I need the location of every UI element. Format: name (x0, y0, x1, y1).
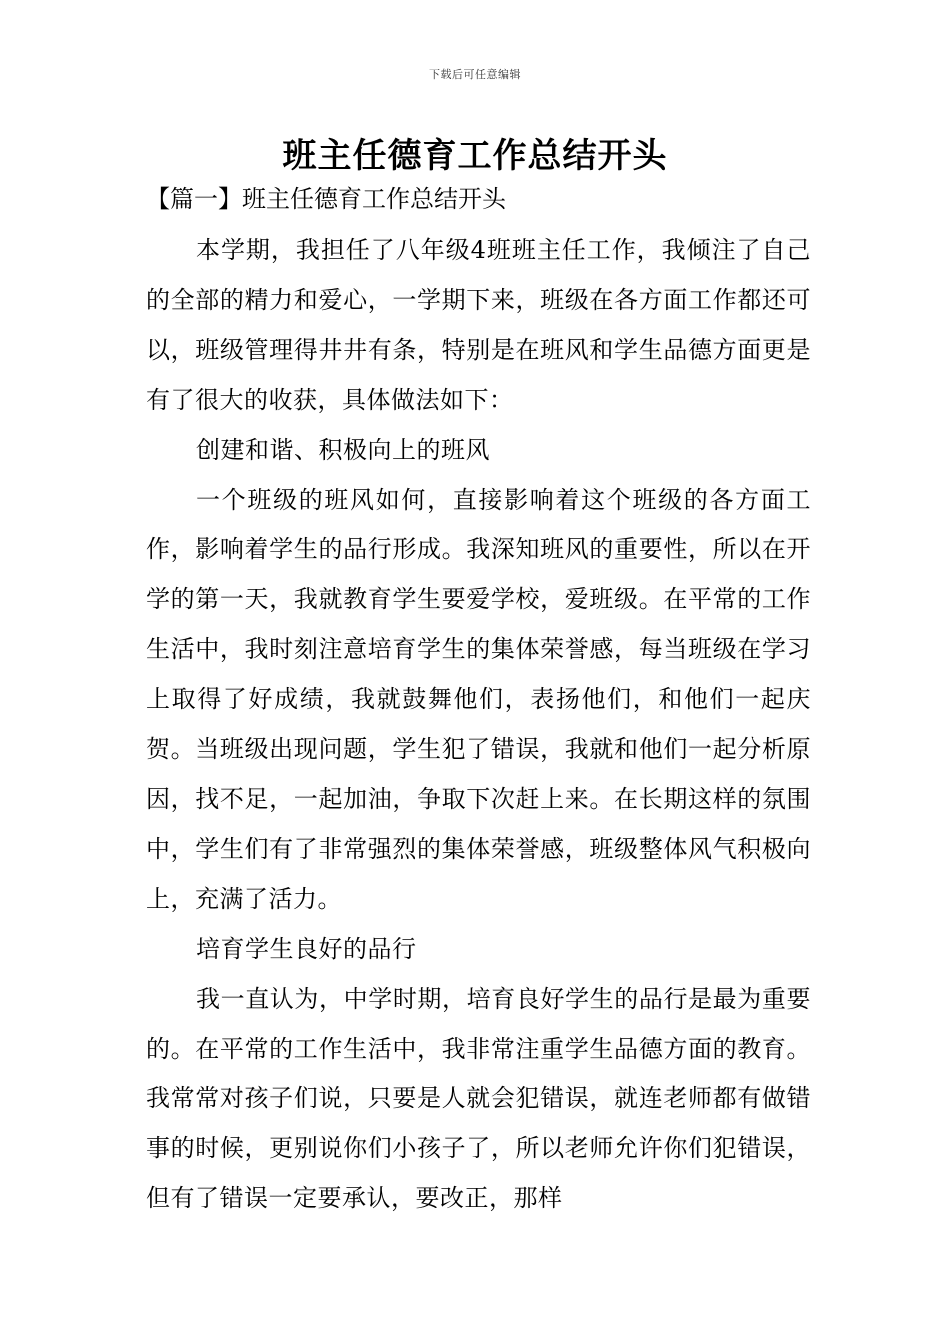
document-title: 班主任德育工作总结开头 (282, 136, 668, 176)
paragraph-intro: 本学期，我担任了八年级4班班主任工作，我倾注了自己的全部的精力和爱心，一学期下来，班级在各方面工作都还可以，班级管理得井井有条，特别是在班风和学生品德方面更是有了很大的收获，具体做法如下： (146, 236, 811, 414)
paragraph-character: 我一直认为，中学时期，培育良好学生的品行是最为重要的。在平常的工作生活中，我非常注重学生品德方面的教育。我常常对孩子们说，只要是人就会犯错误，就连老师都有做错事的时候，更别说你们小孩子了，所以老师允许你们犯错误，但有了错误一定要承认，要改正，那样 (146, 984, 811, 1213)
document-body (146, 226, 811, 1224)
header-note: 下载后可任意编辑 (429, 68, 521, 81)
subheading-character: 培育学生良好的品行 (196, 934, 417, 963)
paragraph-class-spirit: 一个班级的班风如何，直接影响着这个班级的各方面工作，影响着学生的品行形成。我深知班风的重要性，所以在开学的第一天，我就教育学生要爱学校，爱班级。在平常的工作生活中，我时刻注意培育学生的集体荣誉感，每当班级在学习上取得了好成绩，我就鼓舞他们，表扬他们，和他们一起庆贺。当班级出现问题，学生犯了错误，我就和他们一起分析原因，找不足，一起加油，争取下次赶上来。在长期这样的氛围中，学生们有了非常强烈的集体荣誉感，班级整体风气积极向上，充满了活力。 (146, 485, 811, 913)
section-heading: 【篇一】班主任德育工作总结开头 (146, 185, 506, 213)
subheading-class-spirit: 创建和谐、积极向上的班风 (196, 435, 490, 464)
